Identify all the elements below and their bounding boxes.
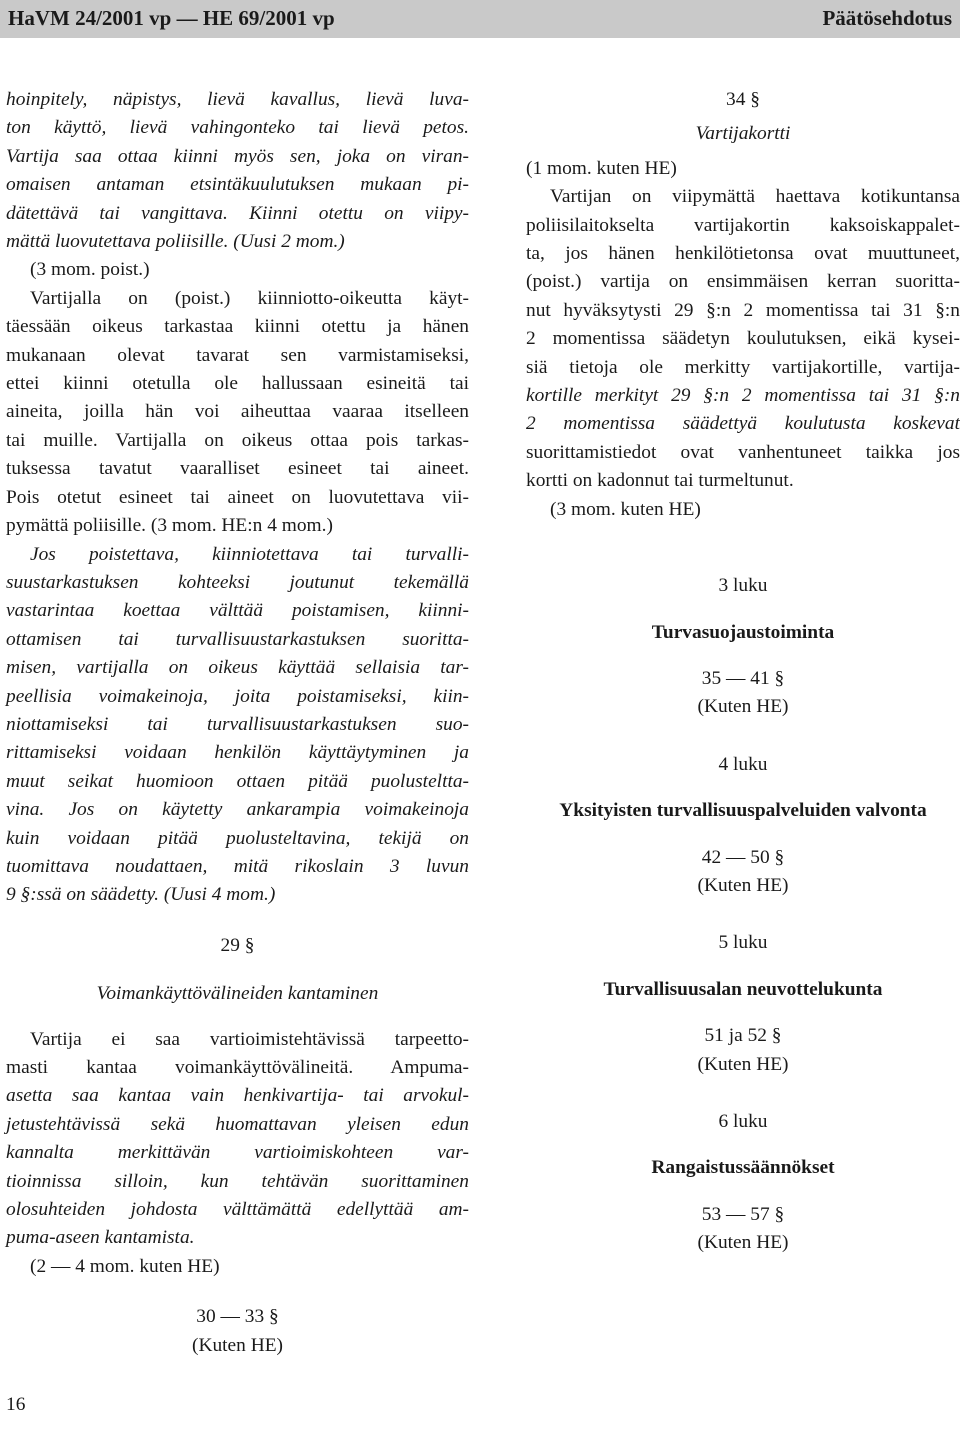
moment-deleted-note: (3 mom. poist.): [30, 259, 150, 281]
right-column: [526, 86, 960, 1258]
text-line: vastarintaa koettaa välttää poistamisen, kiinni-: [6, 600, 469, 622]
left-column: [6, 86, 469, 1360]
sections-30-33-number: 30 — 33 §: [196, 1306, 279, 1328]
page-header: [0, 0, 960, 38]
text-line: omaisen antaman etsintäkuulutuksen mukaan pi-: [6, 174, 469, 196]
chapter-5-title: Turvallisuusalan neuvottelukunta: [603, 978, 883, 1000]
text-line: tuksessa tavatut vaaralliset esineet tai aineet.: [6, 458, 469, 480]
chapter-5-label: 5 luku: [718, 932, 768, 954]
chapter-6-title: Rangaistussäännökset: [651, 1157, 835, 1179]
text-line: Pois otetut esineet tai aineet on luovutettava vii-: [6, 486, 469, 508]
text-line: suorittamistiedot ovat vanhentuneet taikka jos: [526, 441, 960, 463]
document-reference: HaVM 24/2001 vp — HE 69/2001 vp: [8, 6, 335, 30]
text-line: peellisia voimakeinoja, joita poistamiseksi, kiin-: [6, 685, 469, 707]
text-line: jetustehtävissä sekä huomattavan yleisen edun: [6, 1113, 469, 1135]
text-line: ton käyttö, lievä vahingonteko tai lievä petos.: [6, 117, 469, 139]
chapter-6-label: 6 luku: [718, 1110, 768, 1132]
text-line: tai muille. Vartijalla on oikeus ottaa pois tarkas-: [6, 429, 469, 451]
text-line: kortti on kadonnut tai turmeltunut.: [526, 470, 794, 492]
text-line: kuin voidaan pitää puolusteltavina, tekijä on: [6, 827, 469, 849]
chapter-5-sections: 51 ja 52 §: [704, 1025, 782, 1047]
chapter-4-title: Yksityisten turvallisuuspalveluiden valvonta: [559, 800, 927, 822]
text-line: 2 momentissa säädetyn koulutuksen, eikä kysei-: [526, 328, 960, 350]
text-line: masti kantaa voimankäyttövälineitä. Ampuma-: [6, 1057, 469, 1078]
text-line: Vartija ei saa vartioimistehtävissä tarpeetto-: [30, 1028, 469, 1050]
text-line: nut hyväksytysti 29 §:n 2 momentissa tai 31 §:n: [526, 299, 960, 321]
paragraph-detention-continued: [6, 86, 469, 256]
text-line: ottamisen tai turvallisuustarkastuksen suoritta-: [6, 628, 469, 650]
chapter-3-label: 3 luku: [718, 575, 768, 597]
chapter-6-note: (Kuten HE): [697, 1232, 789, 1254]
text-line: tuomittava noudattaen, mitä rikoslain 3 luvun: [6, 855, 469, 877]
paragraph-guard-card: [526, 183, 960, 495]
text-line: olosuhteiden johdosta välttämättä edellyttää am-: [6, 1199, 469, 1221]
text-line: hoinpitely, näpistys, lievä kavallus, lievä luva-: [6, 89, 469, 110]
text-line: Jos poistettava, kiinniotettava tai turvalli-: [30, 543, 469, 565]
text-line: ta, jos hänen henkilötietonsa ovat muuttuneet,: [526, 243, 960, 265]
text-line: (poist.) vartija on ensimmäisen kerran suoritta-: [526, 271, 960, 293]
paragraph-carrying-weapons: [6, 1026, 469, 1253]
text-line: muut seikat huomioon ottaen pitää puolusteltta-: [6, 770, 469, 792]
moment-1-note: (1 mom. kuten HE): [526, 157, 677, 179]
chapter-5-note: (Kuten HE): [697, 1053, 789, 1075]
chapter-4-note: (Kuten HE): [697, 874, 789, 896]
text-line: 2 momentissa säädettyä koulutusta koskevat: [526, 413, 960, 435]
text-line: vina. Jos on käytetty ankarampia voimakeinoja: [6, 799, 469, 821]
text-line: aineita, joilla hän voi aiheuttaa vaaraa itselleen: [6, 401, 469, 423]
text-line: Vartijalla on (poist.) kiinniotto-oikeutta käyt-: [30, 287, 469, 309]
text-line: tioinnissa silloin, kun tehtävän suorittaminen: [6, 1170, 469, 1192]
text-line: misen, vartijalla on oikeus käyttää sellaisia tar-: [6, 657, 469, 679]
text-line: ettei kiinni otetulla ole hallussaan esineitä tai: [6, 373, 469, 395]
text-line: poliisilaitokselta vartijakortin kaksoiskappalet-: [526, 214, 960, 236]
text-line: 9 §:ssä on säädetty. (Uusi 4 mom.): [6, 884, 276, 906]
chapter-3-title: Turvasuojaustoiminta: [651, 621, 835, 643]
section-29-title: Voimankäyttövälineiden kantaminen: [96, 983, 379, 1005]
text-line: suustarkastuksen kohteeksi joutunut tekemällä: [6, 571, 469, 593]
chapter-4-sections: 42 — 50 §: [701, 846, 785, 868]
section-label: Päätösehdotus: [822, 6, 952, 30]
text-line: kortille merkityt 29 §:n 2 momentissa tai 31 §:n: [526, 385, 960, 407]
moment-3-note: (3 mom. kuten HE): [550, 498, 701, 520]
text-line: dätettävä tai vangittava. Kiinni otettu on viipy-: [6, 202, 469, 224]
chapter-6-sections: 53 — 57 §: [701, 1203, 785, 1225]
section-34-title: Vartijakortti: [695, 123, 791, 145]
text-line: niottamiseksi tai turvallisuustarkastuksen suo-: [6, 713, 469, 735]
section-29-number: 29 §: [220, 934, 255, 956]
chapter-3-sections: 35 — 41 §: [701, 667, 785, 689]
section-34-number: 34 §: [726, 89, 760, 110]
text-line: Vartija saa ottaa kiinni myös sen, joka on viran-: [6, 145, 469, 167]
chapter-4-label: 4 luku: [718, 753, 768, 775]
paragraph-use-of-force: [6, 541, 469, 910]
text-line: puma-aseen kantamista.: [6, 1227, 195, 1249]
moments-2-4-note: (2 — 4 mom. kuten HE): [30, 1255, 220, 1277]
text-line: siä tietoja ole merkitty vartijakortille, vartija-: [526, 356, 960, 378]
page-number: 16: [6, 1394, 26, 1415]
text-line: mättä luovutettava poliisille. (Uusi 2 mom.): [6, 231, 345, 253]
text-line: mukanaan olevat tavarat sen varmistamiseksi,: [6, 344, 469, 366]
text-line: asetta saa kantaa vain henkivartija- tai arvokul-: [6, 1085, 469, 1107]
chapter-3-note: (Kuten HE): [697, 696, 789, 718]
text-line: pymättä poliisille. (3 mom. HE:n 4 mom.): [6, 515, 333, 537]
text-line: rittamiseksi voidaan henkilön käyttäytyminen ja: [6, 742, 469, 764]
sections-30-33-note: (Kuten HE): [192, 1334, 283, 1356]
text-line: kannalta merkittävän vartioimiskohteen var-: [6, 1142, 469, 1164]
text-line: Vartijan on viipymättä haettava kotikuntansa: [550, 186, 960, 208]
text-line: täessään oikeus tarkastaa kiinni otettu ja hänen: [6, 316, 469, 338]
paragraph-inspection: [6, 285, 469, 541]
